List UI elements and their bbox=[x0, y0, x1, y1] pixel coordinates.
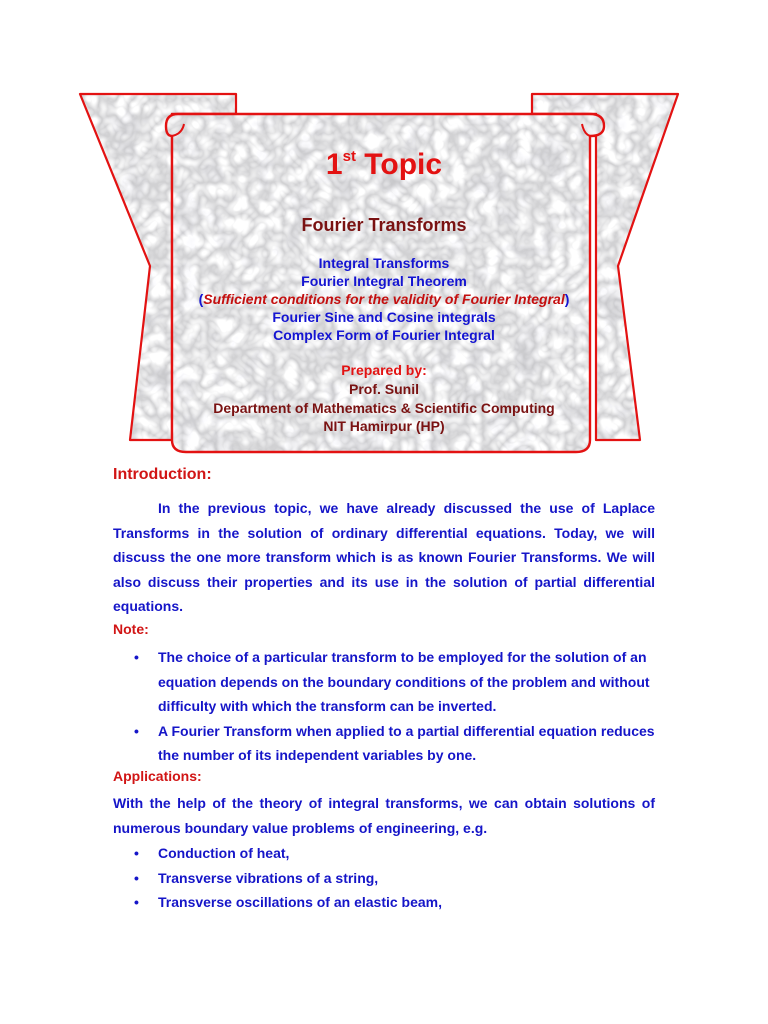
department-name: Department of Mathematics & Scientific Computing bbox=[213, 400, 555, 416]
author-name: Prof. Sunil bbox=[349, 381, 419, 397]
prepared-label: Prepared by: bbox=[341, 362, 427, 378]
banner-item: Fourier Integral Theorem bbox=[301, 273, 467, 289]
application-bullet-text: Transverse vibrations of a string, bbox=[158, 869, 379, 886]
introduction-paragraph: In the previous topic, we have already discussed the use of Laplace Transforms in the solution of ordinary differential equations. Today, we will discuss the one more transform which is as known Fourier Transforms. We will also discuss their properties and its use in the solution of partial differential equations. bbox=[113, 500, 655, 614]
banner-item: Fourier Sine and Cosine integrals bbox=[272, 309, 496, 325]
topic-word: Topic bbox=[364, 148, 443, 181]
banner-item: Complex Form of Fourier Integral bbox=[273, 327, 495, 343]
application-bullet-text: Transverse oscillations of an elastic beam, bbox=[158, 894, 443, 910]
bullet-icon: • bbox=[134, 649, 139, 665]
banner-conditions-text: Sufficient conditions for the validity of Fourier Integral bbox=[203, 291, 565, 307]
applications-bullet-list bbox=[0, 841, 658, 915]
bullet-icon: • bbox=[134, 845, 139, 861]
topic-title bbox=[0, 148, 768, 182]
list-item bbox=[0, 841, 658, 866]
note-bullet-text: The choice of a particular transform to be employed for the solution of an equation depends on the boundary conditions of the problem and without difficulty with which the transform can be inverted. bbox=[158, 649, 650, 714]
bullet-icon: • bbox=[134, 894, 139, 910]
applications-label: Applications: bbox=[113, 768, 202, 784]
note-bullet-list bbox=[0, 645, 658, 768]
topic-suffix: st bbox=[342, 148, 356, 165]
applications-paragraph: With the help of the theory of integral transforms, we can obtain solutions of numerous boundary value problems of engineering, e.g. bbox=[113, 795, 655, 836]
bullet-icon: • bbox=[134, 722, 139, 739]
list-item bbox=[0, 719, 658, 768]
bullet-icon: • bbox=[134, 869, 139, 886]
application-bullet-text: Conduction of heat, bbox=[158, 845, 290, 861]
institute-name: NIT Hamirpur (HP) bbox=[323, 418, 445, 434]
note-label: Note: bbox=[113, 621, 149, 637]
introduction-heading: Introduction: bbox=[113, 466, 212, 483]
note-bullet-text: A Fourier Transform when applied to a partial differential equation reduces the number of its independent variables by one. bbox=[158, 722, 655, 763]
list-item bbox=[0, 866, 658, 891]
list-item bbox=[0, 890, 658, 915]
topic-number: 1 bbox=[325, 148, 343, 181]
paren-open: ( bbox=[198, 291, 204, 307]
banner-conditions-line bbox=[0, 290, 768, 308]
list-item bbox=[0, 645, 658, 719]
banner-subtitle: Fourier Transforms bbox=[301, 215, 467, 235]
banner-item: Integral Transforms bbox=[318, 255, 450, 271]
paren-close: ) bbox=[564, 291, 570, 307]
